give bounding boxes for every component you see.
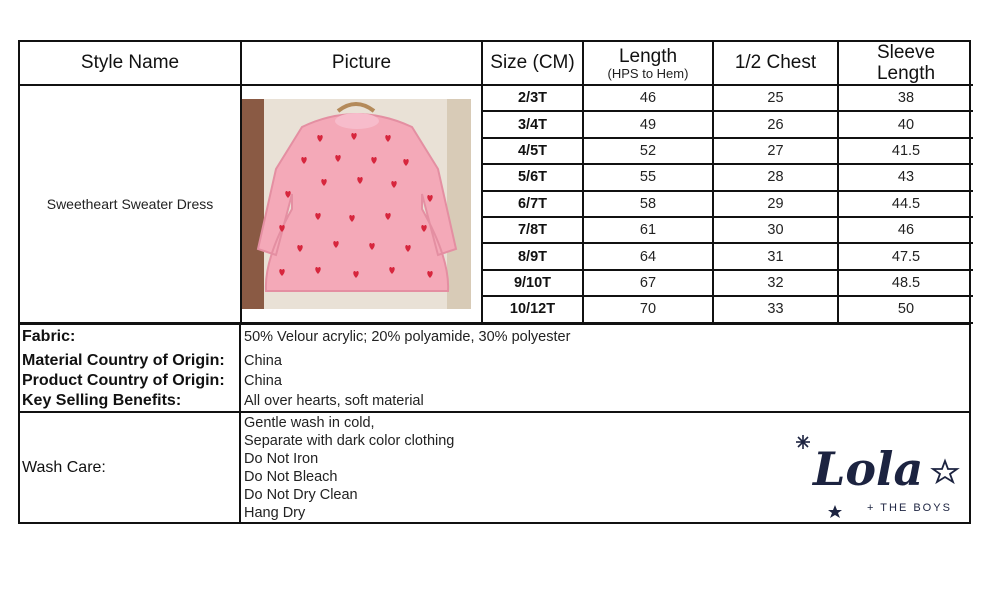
solid-star-icon <box>828 505 842 518</box>
header-row <box>20 42 973 85</box>
length-cell: 55 <box>583 164 713 190</box>
outline-star-icon <box>933 461 957 482</box>
header-size: Size (CM) <box>482 42 583 85</box>
wash-care-line: Do Not Bleach <box>244 469 338 485</box>
size-cell: 4/5T <box>482 138 583 164</box>
wash-care-line: Do Not Iron <box>244 451 319 467</box>
product-origin-value: China <box>244 373 282 389</box>
header-sleeve-length: Sleeve Length <box>838 42 973 85</box>
spec-sheet <box>18 40 971 524</box>
sweater-dress-picture <box>242 99 471 309</box>
sleeve-cell: 48.5 <box>838 270 973 296</box>
header-length <box>583 42 713 85</box>
size-row <box>20 85 973 111</box>
logo-tagline: + THE BOYS <box>867 502 952 514</box>
sleeve-cell: 41.5 <box>838 138 973 164</box>
length-cell: 58 <box>583 191 713 217</box>
sleeve-cell: 44.5 <box>838 191 973 217</box>
fabric-value: 50% Velour acrylic; 20% polyamide, 30% polyester <box>244 329 571 345</box>
wash-care-line: Gentle wash in cold, <box>244 415 375 431</box>
header-length-sub: (HPS to Hem) <box>607 65 689 81</box>
size-cell: 8/9T <box>482 243 583 269</box>
wash-care-line: Do Not Dry Clean <box>244 487 358 503</box>
size-cell: 3/4T <box>482 111 583 137</box>
wash-care-line: Separate with dark color clothing <box>244 433 455 449</box>
size-cell: 10/12T <box>482 296 583 322</box>
size-cell: 6/7T <box>482 191 583 217</box>
key-benefits-value: All over hearts, soft material <box>244 393 424 409</box>
lola-logo <box>791 421 961 521</box>
logo-script: Lola <box>813 442 924 496</box>
sleeve-cell: 46 <box>838 217 973 243</box>
sparkle-icon <box>796 435 810 449</box>
fabric-section <box>20 323 969 411</box>
chest-cell: 31 <box>713 243 838 269</box>
style-name-cell: Sweetheart Sweater Dress <box>20 85 241 323</box>
sleeve-cell: 43 <box>838 164 973 190</box>
length-cell: 70 <box>583 296 713 322</box>
chest-cell: 29 <box>713 191 838 217</box>
chest-cell: 33 <box>713 296 838 322</box>
header-half-chest: 1/2 Chest <box>713 42 838 85</box>
sleeve-cell: 50 <box>838 296 973 322</box>
picture-cell <box>241 85 482 323</box>
length-cell: 64 <box>583 243 713 269</box>
size-chart-table <box>20 42 973 324</box>
product-origin-label: Product Country of Origin: <box>22 372 225 389</box>
fabric-label: Fabric: <box>22 328 76 345</box>
size-cell: 5/6T <box>482 164 583 190</box>
chest-cell: 26 <box>713 111 838 137</box>
material-origin-value: China <box>244 353 282 369</box>
chest-cell: 32 <box>713 270 838 296</box>
header-length-label: Length <box>618 45 678 67</box>
chest-cell: 30 <box>713 217 838 243</box>
length-cell: 61 <box>583 217 713 243</box>
wash-care-section <box>20 411 969 524</box>
chest-cell: 28 <box>713 164 838 190</box>
header-picture: Picture <box>241 42 482 85</box>
header-style-name: Style Name <box>20 42 241 85</box>
chest-cell: 25 <box>713 85 838 111</box>
key-benefits-label: Key Selling Benefits: <box>22 392 182 409</box>
sleeve-cell: 47.5 <box>838 243 973 269</box>
length-cell: 52 <box>583 138 713 164</box>
material-origin-label: Material Country of Origin: <box>22 352 225 369</box>
length-cell: 49 <box>583 111 713 137</box>
sleeve-cell: 38 <box>838 85 973 111</box>
length-cell: 67 <box>583 270 713 296</box>
size-cell: 9/10T <box>482 270 583 296</box>
size-cell: 7/8T <box>482 217 583 243</box>
wash-care-label: Wash Care: <box>22 459 106 476</box>
sleeve-cell: 40 <box>838 111 973 137</box>
size-cell: 2/3T <box>482 85 583 111</box>
wash-care-line: Hang Dry <box>244 505 306 521</box>
chest-cell: 27 <box>713 138 838 164</box>
length-cell: 46 <box>583 85 713 111</box>
